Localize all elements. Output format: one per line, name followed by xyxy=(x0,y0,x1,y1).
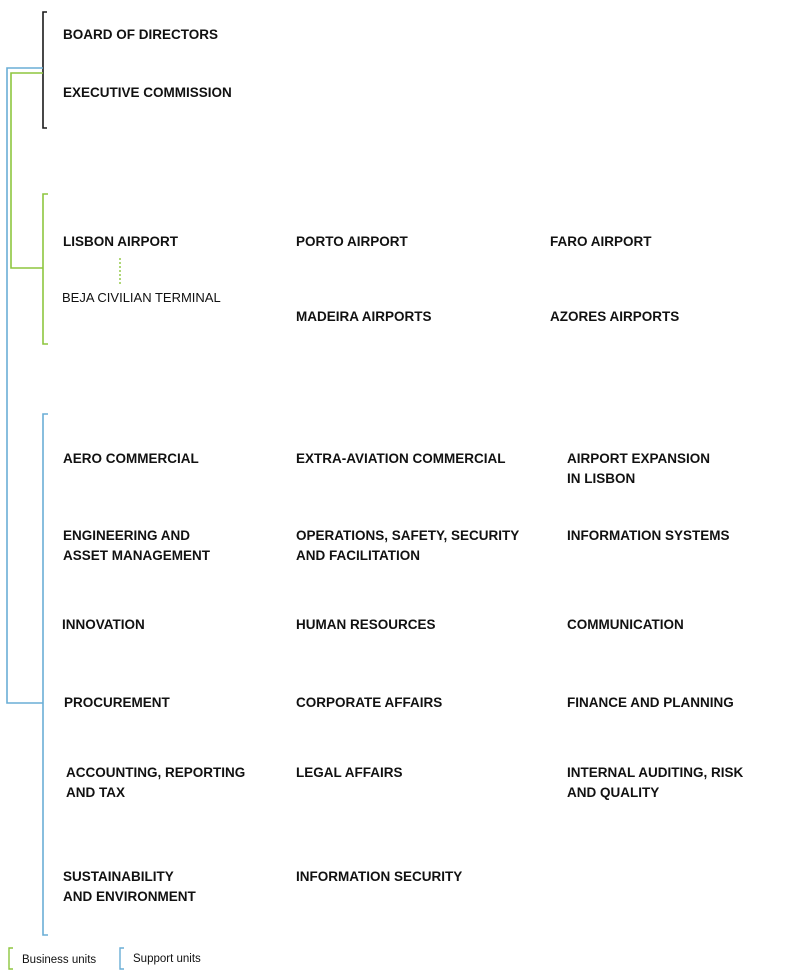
information-security: INFORMATION SECURITY xyxy=(296,869,463,884)
madeira-airports: MADEIRA AIRPORTS xyxy=(296,309,432,324)
extra-aviation-commercial: EXTRA-AVIATION COMMERCIAL xyxy=(296,451,506,466)
executive-commission: EXECUTIVE COMMISSION xyxy=(63,85,232,100)
engineering-and-asset-management: ENGINEERING AND ASSET MANAGEMENT xyxy=(63,528,211,563)
azores-airports: AZORES AIRPORTS xyxy=(550,309,680,324)
sustainability-and-environment: SUSTAINABILITY AND ENVIRONMENT xyxy=(63,869,196,904)
legal-affairs: LEGAL AFFAIRS xyxy=(296,765,403,780)
internal-auditing-risk-and-quality: INTERNAL AUDITING, RISK AND QUALITY xyxy=(567,765,744,800)
corporate-affairs: CORPORATE AFFAIRS xyxy=(296,695,443,710)
accounting-reporting-and-tax: ACCOUNTING, REPORTING AND TAX xyxy=(66,765,246,800)
lisbon-airport: LISBON AIRPORT xyxy=(63,234,179,249)
innovation: INNOVATION xyxy=(62,617,145,632)
support-units-bracket xyxy=(43,414,48,935)
support-connector-line xyxy=(7,68,43,703)
business-units-bracket xyxy=(43,194,48,344)
legend-support-bracket xyxy=(120,948,124,969)
board-of-directors: BOARD OF DIRECTORS xyxy=(63,27,219,42)
airport-expansion-in-lisbon: AIRPORT EXPANSION IN LISBON xyxy=(567,451,711,486)
finance-and-planning: FINANCE AND PLANNING xyxy=(567,695,734,710)
communication: COMMUNICATION xyxy=(567,617,684,632)
legend-business-units: Business units xyxy=(22,954,97,966)
legend-support-units: Support units xyxy=(133,953,201,965)
beja-civilian-terminal: BEJA CIVILIAN TERMINAL xyxy=(62,290,221,305)
operations-safety-security-facilitation: OPERATIONS, SAFETY, SECURITY AND FACILITATION xyxy=(296,528,520,563)
aero-commercial: AERO COMMERCIAL xyxy=(63,451,199,466)
faro-airport: FARO AIRPORT xyxy=(550,234,652,249)
porto-airport: PORTO AIRPORT xyxy=(296,234,408,249)
business-connector-line xyxy=(11,73,43,268)
information-systems: INFORMATION SYSTEMS xyxy=(567,528,730,543)
legend-business-bracket xyxy=(9,948,13,969)
human-resources: HUMAN RESOURCES xyxy=(296,617,436,632)
procurement: PROCUREMENT xyxy=(64,695,170,710)
governance-bracket xyxy=(43,12,47,128)
